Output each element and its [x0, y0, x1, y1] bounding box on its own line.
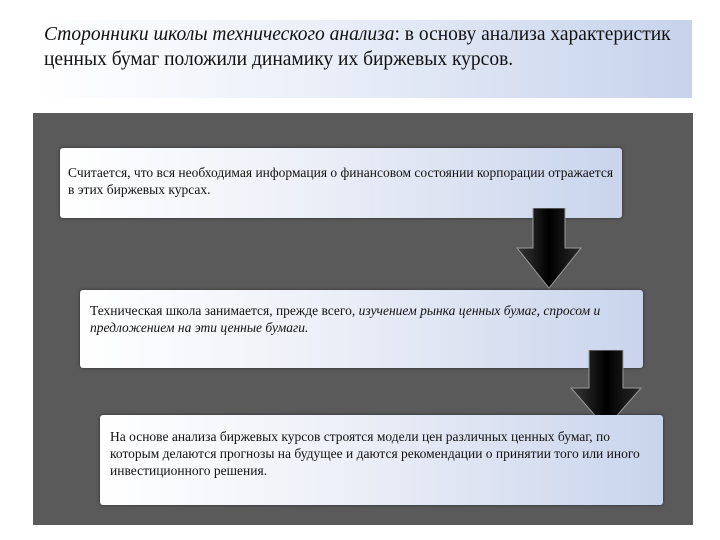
header-banner [38, 20, 692, 98]
down-arrow-icon [515, 208, 583, 290]
step-2-text-plain: Техническая школа занимается, прежде всего, [90, 303, 359, 318]
step-1-text: Считается, что вся необходимая информация о финансовом состоянии корпорации отражается в этих биржевых курсах. [68, 165, 614, 197]
step-box-2 [80, 290, 643, 368]
header-title-rest: : в основу анализа характеристик ценных бумаг положили динамику их биржевых курсов. [44, 24, 671, 70]
step-2-text-italic: изучением рынка ценных бумаг, спросом и предложением на эти ценные бумаги. [90, 303, 601, 335]
step-box-3 [100, 415, 663, 505]
step-2-text [90, 302, 635, 336]
header-title-italic: Сторонники школы технического анализа [44, 24, 395, 45]
header-text [44, 22, 686, 72]
step-3-text: На основе анализа биржевых курсов строятся модели цен различных ценных бумаг, по которым делаются прогнозы на будущее и даются рекомендации о принятии того или иного инвестиционного решения. [110, 429, 640, 478]
